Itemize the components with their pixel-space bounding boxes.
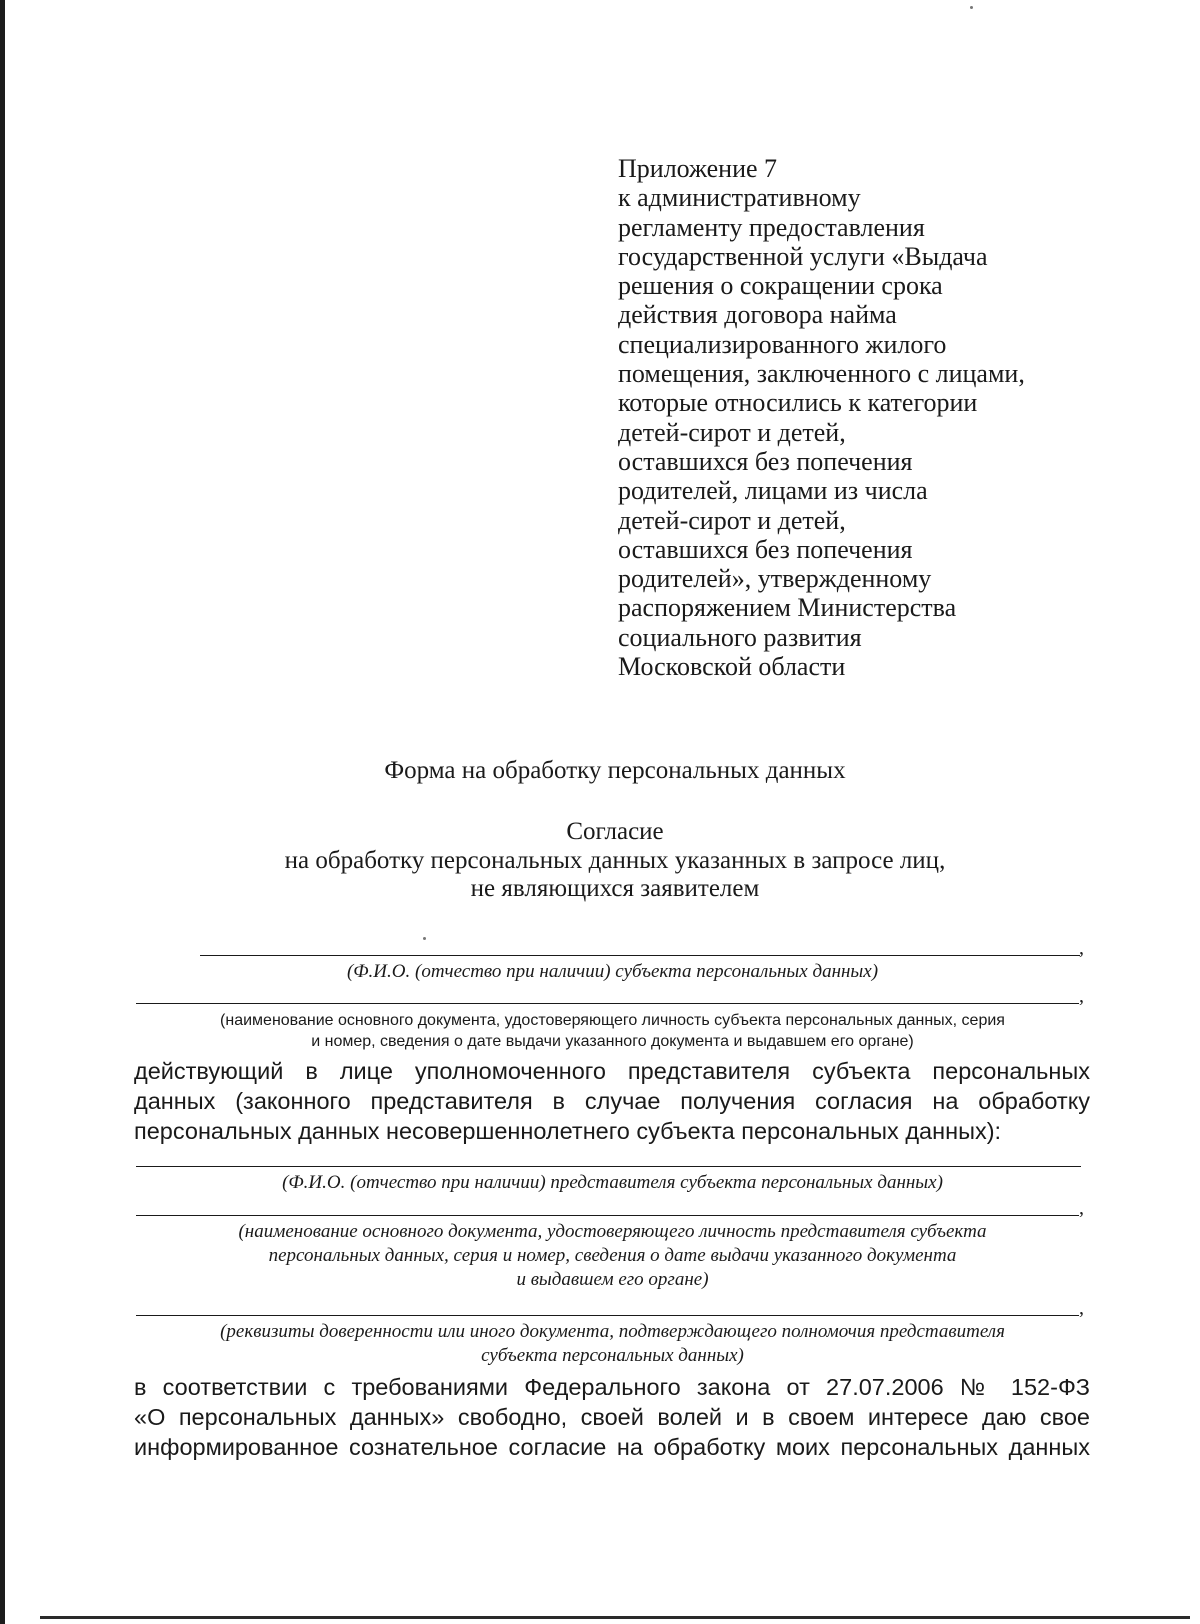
scan-bottom-edge [40,1616,1190,1619]
appendix-line: родителей», утвержденному [618,564,932,594]
consent-title [0,818,1200,904]
appendix-line: распоряжением Министерства [618,593,957,623]
appendix-line: помещения, заключенного с лицами, [618,359,1025,389]
note-line: (наименование основного документа, удостоверяющего личность представителя субъекта [238,1221,987,1242]
paragraph-line: действующий в лице уполномоченного представителя субъекта персональных [134,1058,1090,1084]
consent-title-line: на обработку персональных данных указанных в запросе лиц, [284,846,946,874]
appendix-line: детей-сирот и детей, [618,417,846,447]
paragraph-line: «О персональных данных» свободно, своей волей и в своем интересе даю свое [134,1404,1090,1430]
paragraph-line: данных (законного представителя в случае получения согласия на обработку [134,1088,1090,1114]
scan-speck [423,937,426,940]
appendix-header [618,154,1068,681]
representative-document-note [130,1220,1095,1292]
subject-name-note: (Ф.И.О. (отчество при наличии) субъекта персональных данных) [346,961,879,982]
consent-paragraph [134,1372,1090,1462]
appendix-line: детей-сирот и детей, [618,505,846,535]
note-line: (реквизиты доверенности или иного документа, подтверждающего полномочия представителя [220,1321,1005,1342]
note-line: (наименование основного документа, удостоверяющего личность субъекта персональных данных, серия [220,1012,1005,1029]
note-line: и выдавшем его органе) [516,1269,709,1290]
appendix-line: государственной услуги «Выдача [618,241,988,271]
field-comma: , [1079,937,1084,959]
appendix-line: оставшихся без попечения [618,534,913,564]
field-comma: , [1079,985,1084,1007]
appendix-line: Приложение 7 [618,154,778,183]
note-line: персональных данных, серия и номер, сведения о дате выдачи указанного документа [268,1245,957,1266]
appendix-line: специализированного жилого [618,329,947,359]
field-comma: , [1079,1197,1084,1219]
appendix-line: регламенту предоставления [618,212,925,242]
consent-title-line: не являющихся заявителем [470,875,760,902]
representative-name-field-line[interactable] [136,1166,1081,1167]
appendix-line: Московской области [618,652,846,682]
appendix-line: решения о сокращении срока [618,271,943,301]
subject-document-field-line[interactable] [136,1003,1079,1004]
subject-name-field-line[interactable] [200,955,1080,956]
paragraph-line: в соответствии с требованиями Федерального закона от 27.07.2006 № 152-ФЗ [134,1374,1090,1400]
paragraph-line: информированное сознательное согласие на обработку моих персональных данных [134,1434,1090,1460]
appendix-line: действия договора найма [618,300,897,330]
appendix-line: которые относились к категории [618,388,978,418]
consent-title-line: Согласие [566,818,664,845]
form-title: Форма на обработку персональных данных [384,757,846,784]
scan-speck [970,6,973,9]
appendix-line: социального развития [618,622,862,652]
note-line: и номер, сведения о дате выдачи указанного документа и выдавшем его органе) [311,1033,914,1050]
power-of-attorney-note [130,1320,1095,1368]
appendix-line: оставшихся без попечения [618,446,913,476]
field-comma: , [1079,1297,1084,1319]
appendix-line: к административному [618,183,861,213]
subject-document-note [130,1010,1095,1052]
representative-document-field-line[interactable] [136,1215,1079,1216]
paragraph-line: персональных данных несовершеннолетнего субъекта персональных данных): [134,1118,1002,1144]
appendix-line: родителей, лицами из числа [618,476,928,506]
representative-paragraph [134,1056,1090,1146]
power-of-attorney-field-line[interactable] [136,1315,1079,1316]
note-line: субъекта персональных данных) [481,1345,744,1366]
representative-name-note: (Ф.И.О. (отчество при наличии) представителя субъекта персональных данных) [282,1172,943,1193]
scan-left-edge [0,0,5,1624]
